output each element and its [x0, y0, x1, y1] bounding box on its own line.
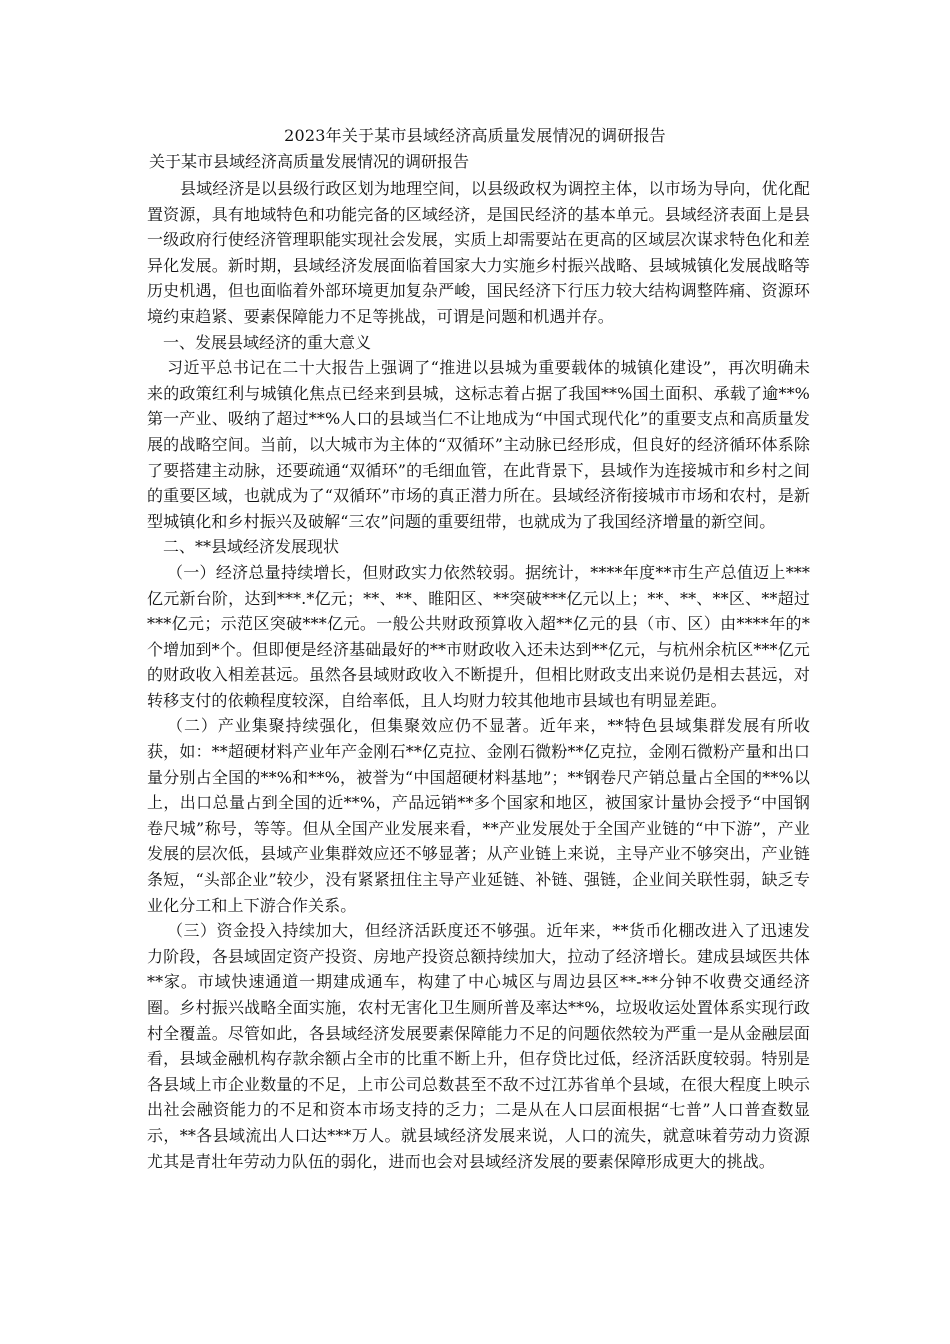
document-body — [147, 176, 810, 1174]
point-2-paragraph: （二）产业集聚持续强化，但集聚效应仍不显著。近年来，**特色县域集群发展有所收获，如：**超硬材料产业年产金刚石**亿克拉、金刚石微粉**亿克拉，金刚石微粉产量和出口量分别占全国的**%和**%，被誉为“中国超硬材料基地”；**钢卷尺产销总量占全国的**%以上，出口总量占到全国的近**%，产品远销**多个国家和地区，被国家计量协会授予“中国钢卷尺城”称号，等等。但从全国产业发展来看，**产业发展处于全国产业链的“中下游”，产业发展的层次低，县域产业集群效应还不够显著；从产业链上来说，主导产业不够突出，产业链条短，“头部企业”较少，没有紧紧扭住主导产业延链、补链、强链，企业间关联性弱，缺乏专业化分工和上下游合作关系。 — [147, 716, 810, 915]
section-1-paragraph: 习近平总书记在二十大报告上强调了“推进以县城为重要载体的城镇化建设”，再次明确未来的政策红利与城镇化焦点已经来到县城，这标志着占据了我国**%国土面积、承载了逾**%第一产业、吸纳了超过**%人口的县域当仁不让地成为“中国式现代化”的重要支点和高质量发展的战略空间。当前，以大城市为主体的“双循环”主动脉已经形成，但良好的经济循环体系除了要搭建主动脉，还要疏通“双循环”的毛细血管，在此背景下，县域作为连接城市和乡村之间的重要区域，也就成为了“双循环”市场的真正潜力所在。县域经济衔接城市市场和农村，是新型城镇化和乡村振兴及破解“三农”问题的重要纽带，也就成为了我国经济增量的新空间。 — [147, 358, 810, 531]
document-title: 2023年关于某市县域经济高质量发展情况的调研报告 — [284, 126, 666, 145]
document-subtitle: 关于某市县域经济高质量发展情况的调研报告 — [149, 152, 470, 171]
intro-paragraph: 县域经济是以县级行政区划为地理空间，以县级政权为调控主体，以市场为导向，优化配置资源，具有地域特色和功能完备的区域经济，是国民经济的基本单元。县域经济表面上是县一级政府行使经济管理职能实现社会发展，实质上却需要站在更高的区域层次谋求特色化和差异化发展。新时期，县域经济发展面临着国家大力实施乡村振兴战略、县域城镇化发展战略等历史机遇，但也面临着外部环境更加复杂严峻，国民经济下行压力较大结构调整阵痛、资源环境约束趋紧、要素保障能力不足等挑战，可谓是问题和机遇并存。 — [147, 179, 810, 326]
point-3-paragraph: （三）资金投入持续加大，但经济活跃度还不够强。近年来，**货币化棚改进入了迅速发力阶段，各县域固定资产投资、房地产投资总额持续加大，拉动了经济增长。建成县域医共体**家。市域快速通道一期建成通车，构建了中心城区与周边县区**-**分钟不收费交通经济圈。乡村振兴战略全面实施，农村无害化卫生厕所普及率达**%，垃圾收运处置体系实现行政村全覆盖。尽管如此，各县域经济发展要素保障能力不足的问题依然较为严重一是从金融层面看，县域金融机构存款余额占全市的比重不断上升，但存贷比过低，经济活跃度较弱。特别是各县域上市企业数量的不足，上市公司总数甚至不敌不过江苏省单个县域，在很大程度上映示出社会融资能力的不足和资本市场支持的乏力；二是从在人口层面根据“七普”人口普查数显示，**各县域流出人口达***万人。就县域经济发展来说，人口的流失，就意味着劳动力资源尤其是青壮年劳动力队伍的弱化，进而也会对县域经济发展的要素保障形成更大的挑战。 — [147, 921, 810, 1171]
section-heading-2: 二、**县域经济发展现状 — [163, 537, 340, 557]
point-1-paragraph: （一）经济总量持续增长，但财政实力依然较弱。据统计，****年度**市生产总值迈上***亿元新台阶，达到***.*亿元；**、**、睢阳区、**突破***亿元以上；**、**、**区、**超过***亿元；示范区突破***亿元。一般公共财政预算收入超**亿元的县（市、区）由****年的*个增加到*个。但即便是经济基础最好的**市财政收入还未达到**亿元，与杭州余杭区***亿元的财政收入相差甚远。虽然各县域财政收入不断提升，但相比财政支出来说仍是相去甚远，对转移支付的依赖程度较深，自给率低，且人均财力较其他地市县域也有明显差距。 — [147, 562, 810, 710]
section-heading-1: 一、发展县域经济的重大意义 — [163, 332, 372, 352]
